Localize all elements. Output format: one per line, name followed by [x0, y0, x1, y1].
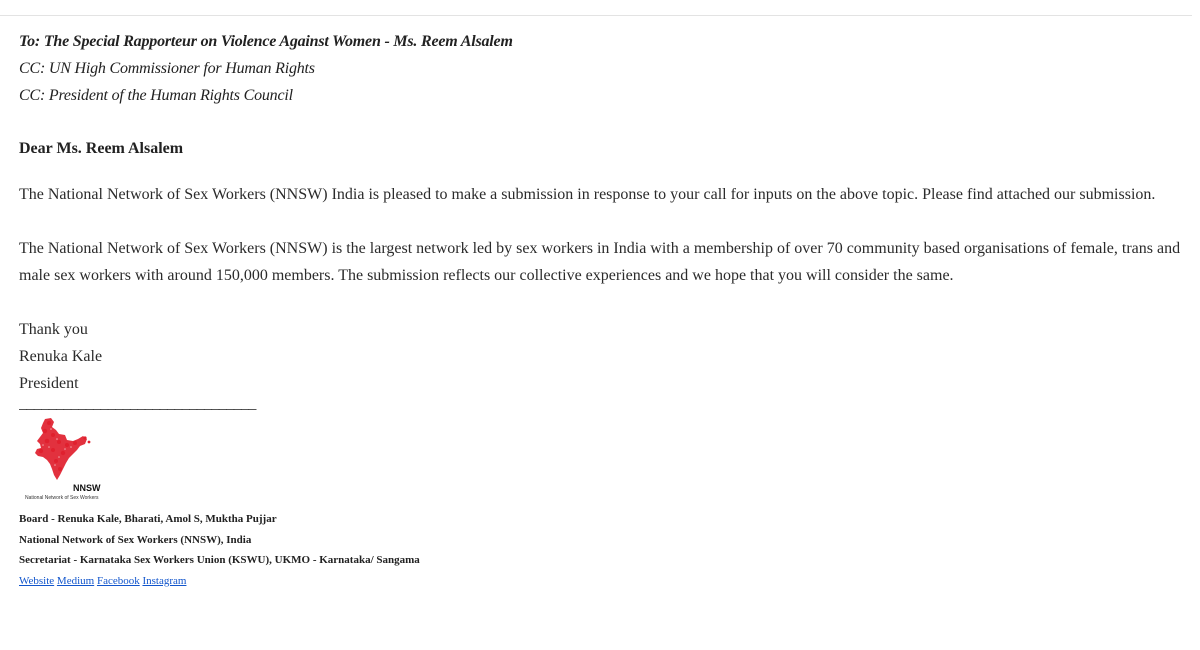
facebook-link[interactable]: Facebook — [96, 574, 140, 587]
signer-name: Renuka Kale — [19, 348, 103, 365]
signoff — [19, 316, 1184, 397]
board-line: Board - Renuka Kale, Bharati, Amol S, Muktha Pujjar — [19, 513, 277, 525]
paragraph-1: The National Network of Sex Workers (NNSW) India is pleased to make a submission in response to your call for inputs on the above topic. Please find attached our submission. — [19, 186, 1156, 203]
paragraph-2: The National Network of Sex Workers (NNSW) is the largest network led by sex workers in India with a membership of over 70 community based organisations of female, trans and male sex workers with around 150,000 members. The submission reflects our collective experiences and we hope that you will consider the same. — [19, 240, 1181, 284]
cc-line-1: CC: UN High Commissioner for Human Rights — [19, 60, 315, 77]
org-line: National Network of Sex Workers (NNSW), India — [19, 533, 252, 546]
instagram-link[interactable]: Instagram — [142, 574, 187, 587]
closing: Thank you — [19, 321, 88, 338]
signature-footer — [19, 509, 1184, 571]
email-body — [19, 28, 1184, 591]
salutation: Dear Ms. Reem Alsalem — [19, 140, 184, 157]
signature-rule: ________________________________ — [19, 397, 256, 411]
to-line: To: The Special Rapporteur on Violence Against Women - Ms. Reem Alsalem — [19, 33, 513, 50]
social-links — [19, 571, 1184, 591]
logo-abbreviation: NNSW — [73, 483, 101, 493]
secretariat-line: Secretariat - Karnataka Sex Workers Union (KSWU), UKMO - Karnataka/ Sangama — [19, 554, 420, 566]
cc-line-2: CC: President of the Human Rights Council — [19, 87, 293, 104]
nnsw-logo — [19, 417, 119, 505]
logo-full-name: National Network of Sex Workers — [25, 495, 99, 501]
signer-title: President — [19, 375, 79, 392]
top-divider — [0, 15, 1192, 16]
medium-link[interactable]: Medium — [56, 574, 95, 587]
website-link[interactable]: Website — [19, 574, 55, 587]
india-map-icon — [23, 417, 103, 487]
email-header — [19, 28, 1184, 109]
